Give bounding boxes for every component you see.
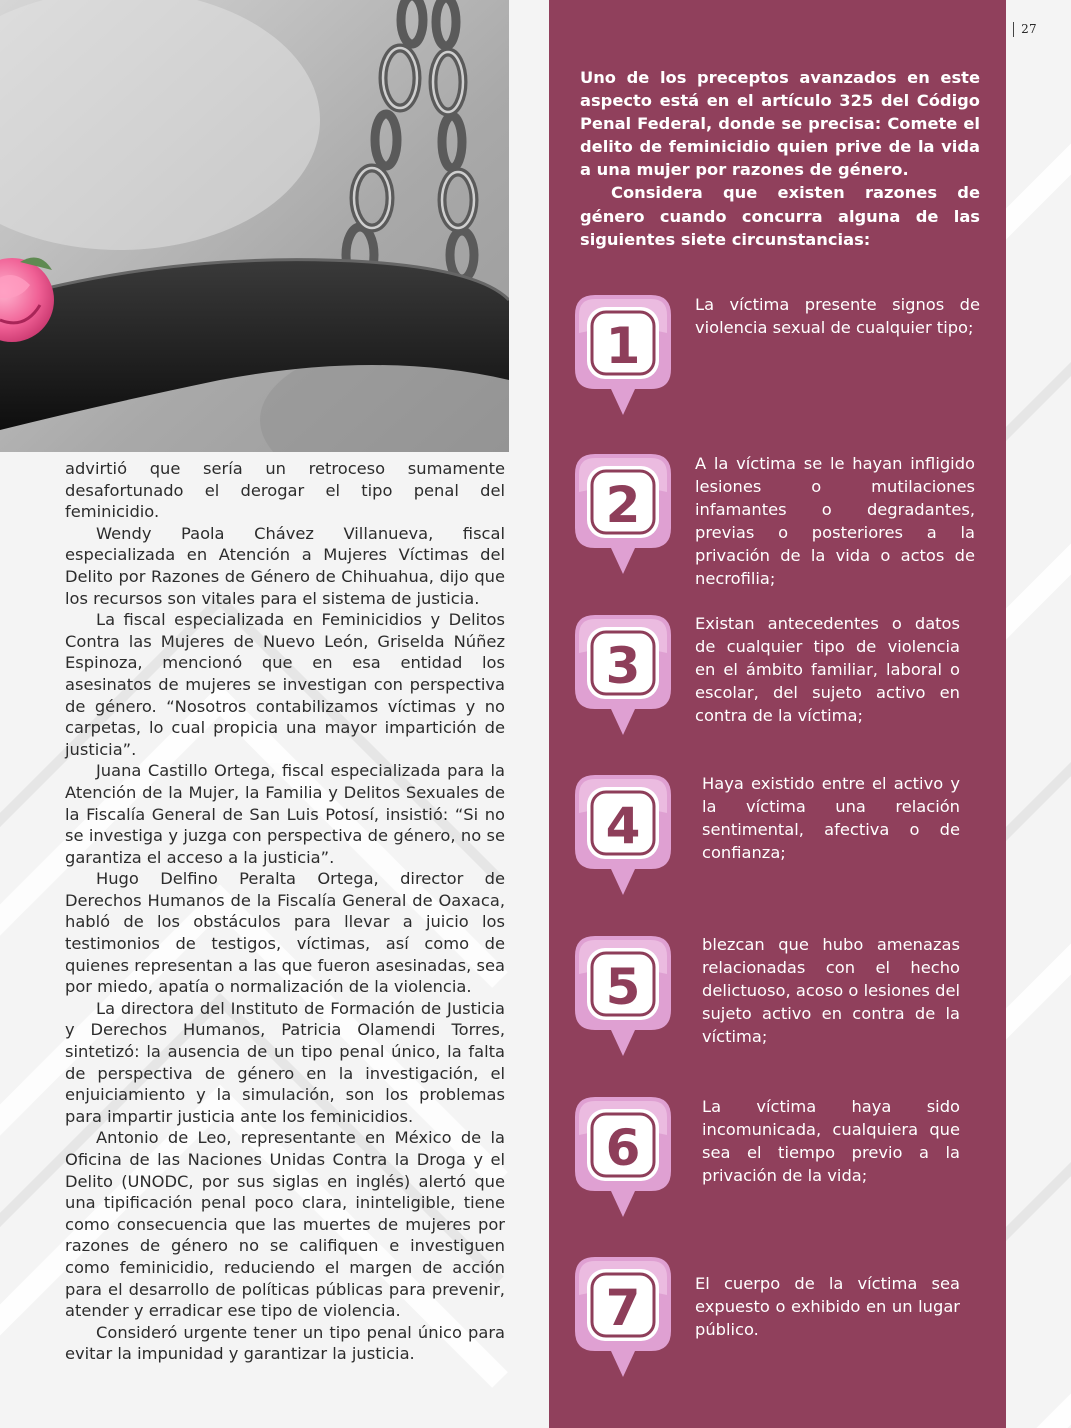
- paragraph: Consideró urgente tener un tipo penal único para evitar la impunidad y garantizar la justicia.: [65, 1322, 505, 1364]
- header-divider: [1013, 22, 1014, 37]
- number-marker-1: [573, 293, 673, 417]
- number-marker-3: [573, 613, 673, 737]
- marker-number: 5: [605, 958, 641, 1016]
- paragraph: advirtió que sería un retroceso sumamente desafortunado el derogar el tipo penal del feminicidio.: [65, 459, 505, 522]
- paragraph: La fiscal especializada en Feminicidios y Delitos Contra las Mujeres de Nuevo León, Griselda Núñez Espinoza, mencionó que en esa entidad los asesinatos de mujeres se investigan con perspectiva de género. “Nosotros contabilizamos víctimas y no carpetas, lo cual propicia una mayor impartición de justicia”.: [65, 610, 505, 759]
- marker-number: 6: [605, 1119, 641, 1177]
- marker-number: 1: [605, 317, 641, 375]
- circumstance-6-text: La víctima haya sido incomunicada, cualquiera que sea el tiempo previo a la privación de la vida;: [702, 1097, 960, 1186]
- marker-number: 7: [605, 1279, 641, 1337]
- intro-paragraph: Uno de los preceptos avanzados en este aspecto está en el artículo 325 del Código Penal Federal, donde se precisa: Comete el delito de feminicidio quien prive de la vida a una mujer por razones de género.: [580, 68, 980, 180]
- number-marker-4: [573, 773, 673, 897]
- circumstance-7-text: El cuerpo de la víctima sea expuesto o exhibido en un lugar público.: [695, 1274, 960, 1340]
- number-marker-6: [573, 1095, 673, 1219]
- marker-number: 3: [605, 637, 641, 695]
- marker-number: 2: [605, 476, 641, 534]
- paragraph: Hugo Delfino Peralta Ortega, director de Derechos Humanos de la Fiscalía General de Oaxaca, habló de los obstáculos para llevar a juicio los testimonios de testigos, víctimas, así como de quienes representan a las que fueron asesinadas, sea por miedo, apatía o normalización de la violencia.: [65, 869, 505, 997]
- circumstance-5-text: blezcan que hubo amenazas relacionadas con el hecho delictuoso, acoso o lesiones del sujeto activo en contra de la víctima;: [702, 935, 960, 1047]
- panel-intro: [580, 66, 980, 251]
- paragraph: Juana Castillo Ortega, fiscal especializada para la Atención de la Mujer, la Familia y Delitos Sexuales de la Fiscalía General de San Luis Potosí, insistió: “Si no se investiga y juzga con perspectiva de género, no se garantiza el acceso a la justicia”.: [65, 761, 505, 867]
- number-marker-5: [573, 934, 673, 1058]
- number-marker-2: [573, 452, 673, 576]
- circumstance-1-text: La víctima presente signos de violencia sexual de cualquier tipo;: [695, 295, 980, 338]
- left-column-text: [65, 458, 505, 1365]
- number-marker-7: [573, 1255, 673, 1379]
- swing-photo: [0, 0, 509, 452]
- paragraph: Antonio de Leo, representante en México de la Oficina de las Naciones Unidas Contra la Droga y el Delito (UNODC, por sus siglas en inglés) alertó que una tipificación penal poco clara, ininteligible, tiene como consecuencia que las muertes de mujeres por razones de género no se califiquen e investiguen como feminicidio, reduciendo el margen de acción para el desarrollo de políticas públicas para prevenir, atender y erradicar ese tipo de violencia.: [65, 1128, 505, 1321]
- page-number: 27: [1021, 22, 1037, 36]
- intro-paragraph: Considera que existen razones de género cuando concurra alguna de las siguientes siete circunstancias:: [580, 183, 980, 249]
- circumstance-4-text: Haya existido entre el activo y la víctima una relación sentimental, afectiva o de confianza;: [702, 774, 960, 863]
- circumstance-3-text: Existan antecedentes o datos de cualquier tipo de violencia en el ámbito familiar, laboral o escolar, del sujeto activo en contra de la víctima;: [695, 614, 960, 726]
- marker-number: 4: [605, 797, 641, 855]
- circumstance-2-text: A la víctima se le hayan infligido lesiones o mutilaciones infamantes o degradantes, previas o posteriores a la privación de la vida o actos de necrofilia;: [695, 454, 975, 589]
- paragraph: La directora del Instituto de Formación de Justicia y Derechos Humanos, Patricia Olamendi Torres, sintetizó: la ausencia de un tipo penal único, la falta de perspectiva de género en la investigación, el enjuiciamiento y la simulación, son los problemas para impartir justicia ante los feminicidios.: [65, 998, 505, 1126]
- paragraph: Wendy Paola Chávez Villanueva, fiscal especializada en Atención a Mujeres Víctimas del Delito por Razones de Género de Chihuahua, dijo que los recursos son vitales para el sistema de justicia.: [65, 523, 505, 608]
